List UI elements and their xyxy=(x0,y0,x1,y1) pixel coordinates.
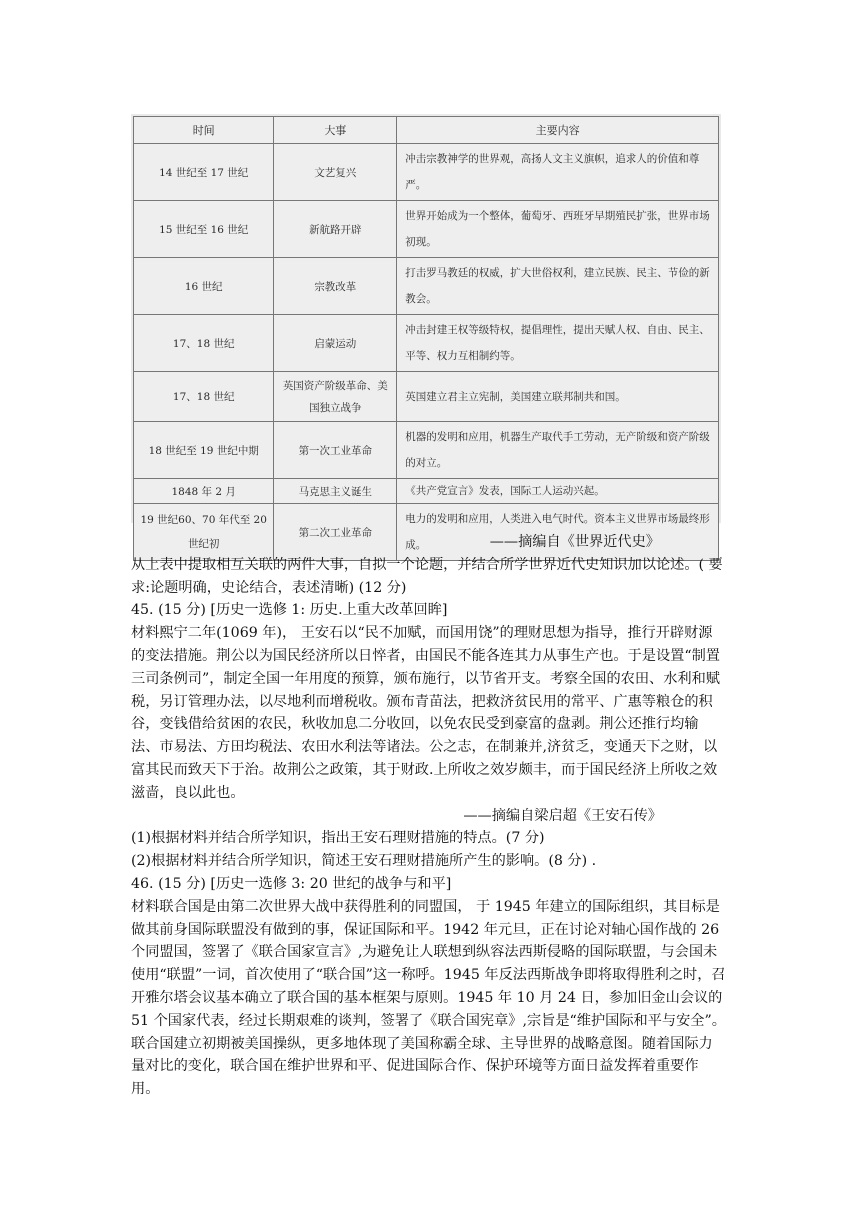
header-time: 时间 xyxy=(134,117,274,144)
cell-content: 打击罗马教廷的权威，扩大世俗权利，建立民族、民主、节俭的新教会。 xyxy=(397,258,719,315)
q44-prompt: 从上表中提取相互关联的两件大事，自拟一个论题，并结合所学世界近代史知识加以论述。( 要求:论题明确，史论结合，表述清晰) (12 分) xyxy=(131,556,723,596)
table-row xyxy=(134,479,719,504)
cell-event: 启蒙运动 xyxy=(274,315,397,372)
table-source: ——摘编自《世界近代史》 xyxy=(489,534,660,550)
table-header-row xyxy=(134,117,719,144)
table-row xyxy=(134,315,719,372)
q46-material: 材料联合国是由第二次世界大战中获得胜利的同盟国， 于 1945 年建立的国际组织，其目标是做其前身国际联盟没有做到的事，保证国际和平。1942 年元旦，正在讨论对轴心国作战的 26 个同盟国，签署了《联合国家宣言》,为避免让人联想到纵容法西斯侵略的国际联盟，与会国未使用“联盟”一词，首次使用了“联合国”这一称呼。1945 年反法西斯战争即将取得胜利之时，召开雅尔塔会议基本确立了联合国的基本框架与原则。1945 年 10 月 24 日，参加旧金山会议的 51 个国家代表，经过长期艰难的谈判，签署了《联合国宪章》,宗旨是“维护国际和平与安全”。联合国建立初期被美国操纵，更多地体现了美国称霸全球、主导世界的战略意图。随着国际力量对比的变化，联合国在维护世界和平、促进国际合作、保护环境等方面日益发挥着重要作用。 xyxy=(131,898,726,1098)
cell-event: 文艺复兴 xyxy=(274,144,397,201)
q45-material: 材料熙宁二年(1069 年)， 王安石以“民不加赋，而国用饶”的理财思想为指导，推行开辟财源的变法措施。荆公以为国民经济所以日悴者，由国民不能各连其力从事生产也。于是设置“制置三司条例司”，制定全国一年用度的预算，颁布施行，以节省开支。考察全国的农田、水利和赋税，另订管理办法，以尽地利而增税收。颁布青苗法，把救济贫民用的常平、广惠等粮仓的积谷，变钱借给贫困的农民，秋收加息二分收回，以免农民受到豪富的盘剥。荆公还推行均输法、市易法、方田均税法、农田水利法等诸法。公之志，在制兼并,济贫乏，变通天下之财，以富其民而致天下于治。故荆公之政策，其于财政.上所收之效岁颇丰，而于国民经济上所收之效滋啬，良以此也。 xyxy=(131,625,720,801)
cell-event: 第二次工业革命 xyxy=(274,504,397,561)
header-event: 大事 xyxy=(274,117,397,144)
q45-title: 45. (15 分) [历史一选修 1: 历史.上重大改革回眸] xyxy=(131,602,448,619)
cell-time: 1848 年 2 月 xyxy=(134,479,274,504)
cell-event: 英国资产阶级革命、美国独立战争 xyxy=(274,372,397,422)
cell-event: 第一次工业革命 xyxy=(274,422,397,479)
q45-question-1: (1)根据材料并结合所学知识，指出王安石理财措施的特点。(7 分) xyxy=(131,830,545,847)
question-text xyxy=(131,531,726,1101)
cell-time: 18 世纪至 19 世纪中期 xyxy=(134,422,274,479)
q45-question-2: (2)根据材料并结合所学知识，简述王安石理财措施所产生的影响。(8 分) . xyxy=(131,853,597,870)
history-events-table xyxy=(133,116,719,561)
cell-time: 19 世纪60、70 年代至 20 世纪初 xyxy=(134,504,274,561)
cell-event: 马克思主义诞生 xyxy=(274,479,397,504)
cell-content: 世界开始成为一个整体，葡萄牙、西班牙早期殖民扩张，世界市场初现。 xyxy=(397,201,719,258)
cell-content: 《共产党宣言》发表，国际工人运动兴起。 xyxy=(397,479,719,504)
cell-content: 电力的发明和应用，人类进入电气时代。资本主义世界市场最终形成。 xyxy=(397,504,719,561)
table-row xyxy=(134,258,719,315)
header-content: 主要内容 xyxy=(397,117,719,144)
cell-content: 英国建立君主立宪制，美国建立联邦制共和国。 xyxy=(397,372,719,422)
cell-event: 新航路开辟 xyxy=(274,201,397,258)
q46-title: 46. (15 分) [历史一选修 3: 20 世纪的战争与和平] xyxy=(131,875,452,892)
cell-time: 16 世纪 xyxy=(134,258,274,315)
table-row xyxy=(134,372,719,422)
cell-content: 冲击宗教神学的世界观，高扬人文主义旗帜，追求人的价值和尊严。 xyxy=(397,144,719,201)
q45-source: ——摘编自梁启超《王安石传》 xyxy=(463,807,662,824)
cell-time: 15 世纪至 16 世纪 xyxy=(134,201,274,258)
table-row xyxy=(134,201,719,258)
cell-time: 17、18 世纪 xyxy=(134,315,274,372)
cell-content: 机器的发明和应用，机器生产取代手工劳动，无产阶级和资产阶级的对立。 xyxy=(397,422,719,479)
cell-content: 冲击封建王权等级特权，提倡理性，提出天赋人权、自由、民主、平等、权力互相制约等。 xyxy=(397,315,719,372)
cell-time: 17、18 世纪 xyxy=(134,372,274,422)
cell-event: 宗教改革 xyxy=(274,258,397,315)
table-row xyxy=(134,144,719,201)
cell-time: 14 世纪至 17 世纪 xyxy=(134,144,274,201)
table-row xyxy=(134,422,719,479)
